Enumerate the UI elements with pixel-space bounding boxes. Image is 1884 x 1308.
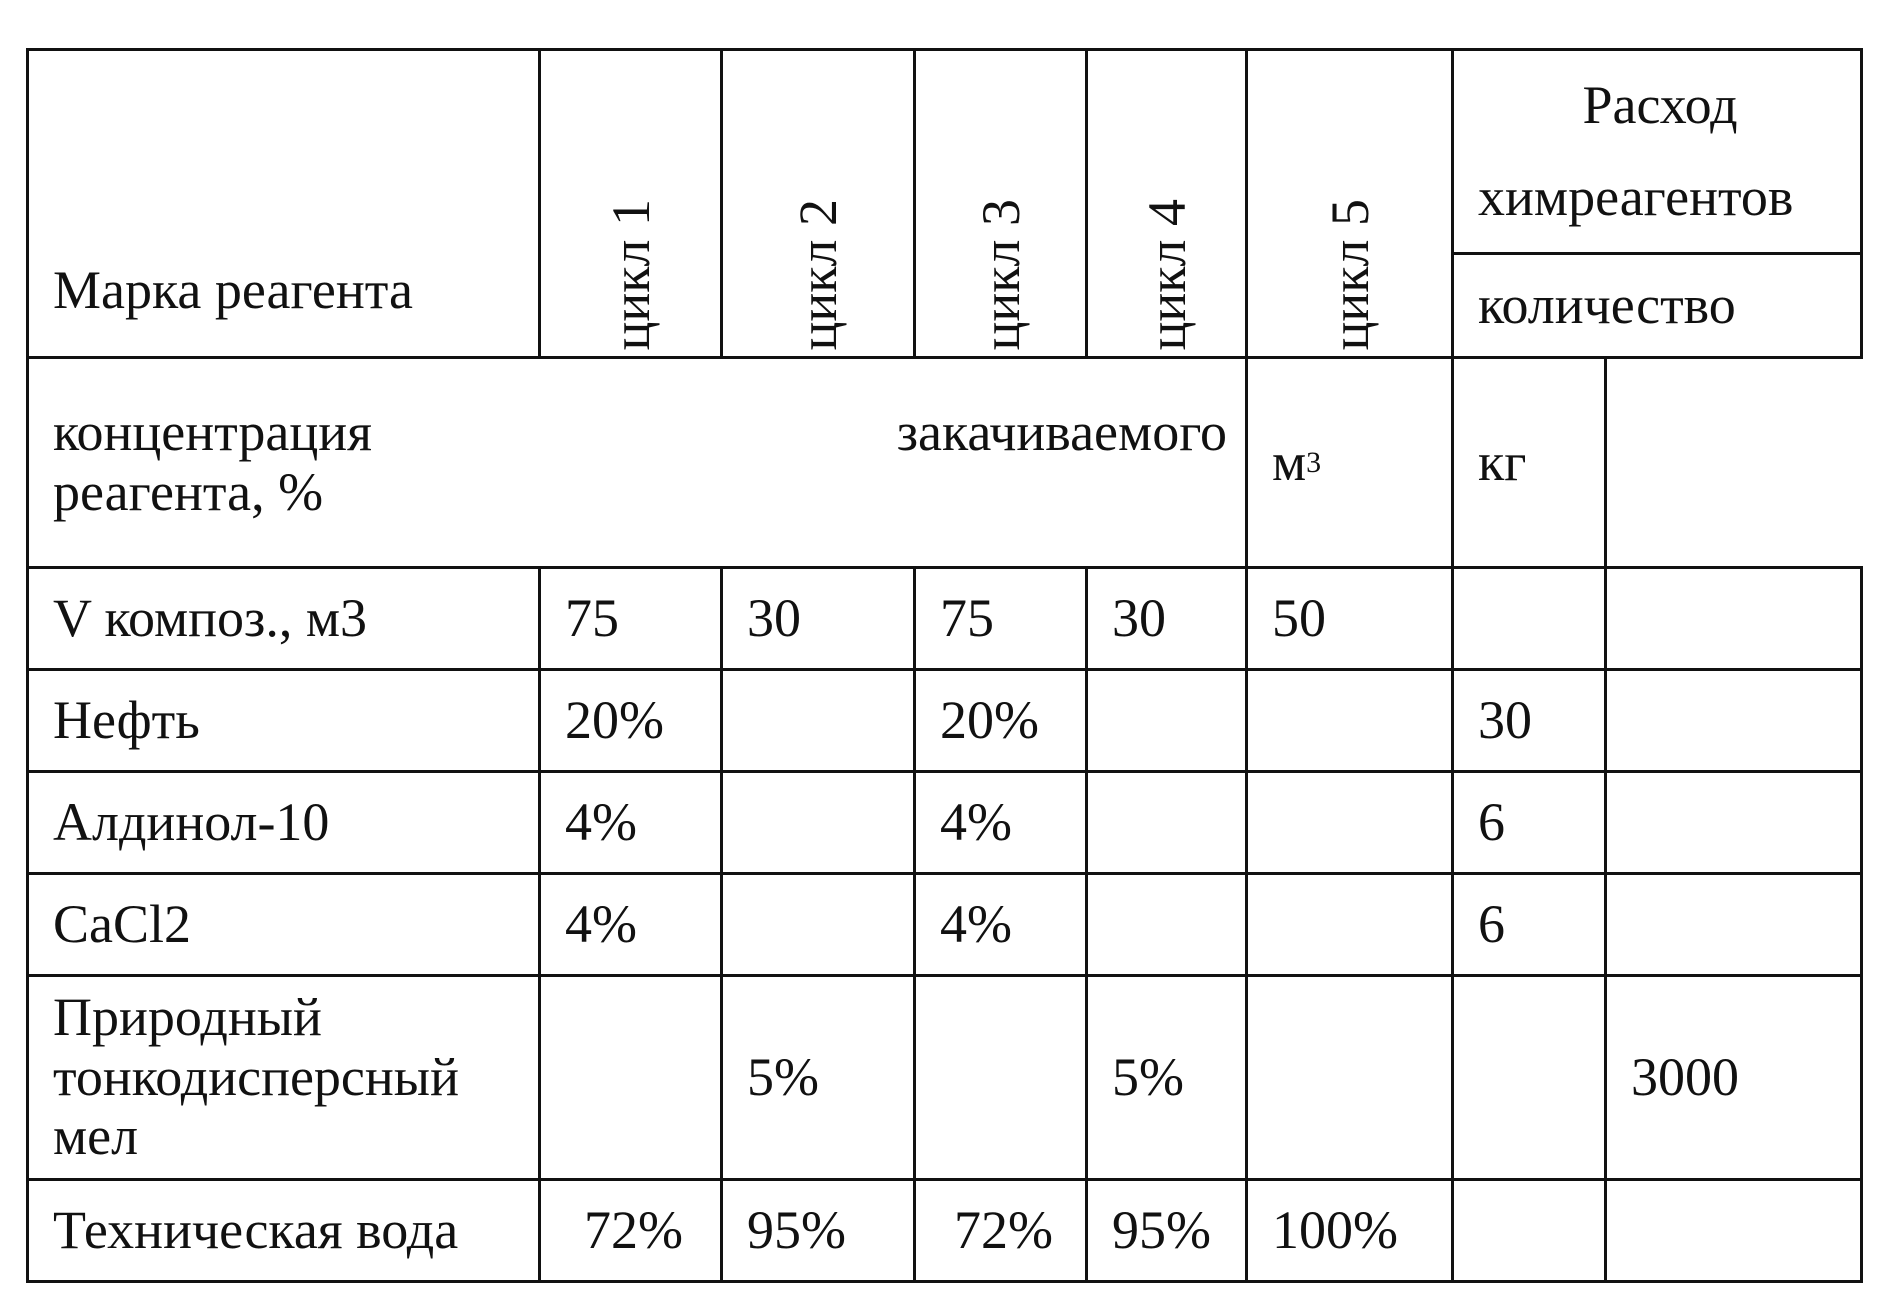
consumption-header xyxy=(1453,50,1862,254)
cycle-4-value: 5% xyxy=(1087,976,1247,1180)
kg-value: 3000 xyxy=(1606,976,1862,1180)
cycle-2-value: 95% xyxy=(722,1180,915,1282)
kg-value xyxy=(1606,874,1862,976)
m3-value: 30 xyxy=(1453,670,1606,772)
cycle-3-value: 72% xyxy=(915,1180,1087,1282)
cycle-4-value: 30 xyxy=(1087,568,1247,670)
cycle-1-value: 4% xyxy=(540,772,722,874)
table-row xyxy=(28,976,1862,1180)
cycle-2-value: 30 xyxy=(722,568,915,670)
consumption-title-line1: Расход xyxy=(1582,74,1738,135)
cycle-5-value xyxy=(1247,772,1453,874)
table-row xyxy=(28,568,1862,670)
cycle-1-value: 4% xyxy=(540,874,722,976)
injected-word: закачиваемого xyxy=(896,402,1227,463)
row-name: Техническая вода xyxy=(28,1180,540,1282)
row-name: CaCl2 xyxy=(28,874,540,976)
m3-value xyxy=(1453,976,1606,1180)
m3-value: 6 xyxy=(1453,874,1606,976)
header-row-1 xyxy=(28,50,1862,254)
table-row xyxy=(28,1180,1862,1282)
cycle-5-value: 50 xyxy=(1247,568,1453,670)
m3-value xyxy=(1453,568,1606,670)
concentration-word: концентрация xyxy=(53,402,373,463)
cycle-1-header xyxy=(540,50,722,358)
m3-value xyxy=(1453,1180,1606,1282)
quantity-header xyxy=(1453,254,1862,358)
quantity-label: количество xyxy=(1478,274,1736,335)
cycle-4-header xyxy=(1087,50,1247,358)
cycle-2-label: цикл 2 xyxy=(788,198,848,350)
row-name-line-2: тонкодисперсный xyxy=(53,1046,459,1107)
reagent-brand-header xyxy=(28,50,540,358)
cycle-5-value xyxy=(1247,976,1453,1180)
kg-value xyxy=(1606,670,1862,772)
cycle-2-value xyxy=(722,670,915,772)
cycle-3-value: 4% xyxy=(915,772,1087,874)
cycle-5-value xyxy=(1247,670,1453,772)
cycle-3-label: цикл 3 xyxy=(970,198,1031,350)
table-row xyxy=(28,874,1862,976)
cycle-3-value: 75 xyxy=(915,568,1087,670)
reagent-table xyxy=(26,48,1863,1283)
cycle-2-value: 5% xyxy=(722,976,915,1180)
unit-m3-header xyxy=(1247,358,1453,568)
cycle-3-value xyxy=(915,976,1087,1180)
header-row-3 xyxy=(28,358,1862,568)
cycle-1-label: цикл 1 xyxy=(600,198,661,350)
cycle-5-value: 100% xyxy=(1247,1180,1453,1282)
cycle-5-header xyxy=(1247,50,1453,358)
concentration-line-1 xyxy=(53,403,1227,462)
row-name: Нефть xyxy=(28,670,540,772)
unit-m-superscript: 3 xyxy=(1306,445,1322,479)
cycle-2-value xyxy=(722,874,915,976)
cycle-2-header xyxy=(722,50,915,358)
cycle-5-value xyxy=(1247,874,1453,976)
cycle-1-value: 75 xyxy=(540,568,722,670)
row-name-line-1: Природный xyxy=(53,987,322,1048)
cycle-4-value: 95% xyxy=(1087,1180,1247,1282)
row-name xyxy=(28,976,540,1180)
concentration-header xyxy=(28,358,1247,568)
consumption-title-line2: химреагентов xyxy=(1478,166,1794,227)
cycle-4-value xyxy=(1087,772,1247,874)
kg-value xyxy=(1606,568,1862,670)
table-row xyxy=(28,772,1862,874)
cycle-1-value: 72% xyxy=(540,1180,722,1282)
table-row xyxy=(28,670,1862,772)
cycle-3-value: 20% xyxy=(915,670,1087,772)
row-name: Алдинол-10 xyxy=(28,772,540,874)
cycle-4-value xyxy=(1087,670,1247,772)
cycle-3-value: 4% xyxy=(915,874,1087,976)
unit-m: м xyxy=(1272,431,1307,492)
row-name: V композ., м3 xyxy=(28,568,540,670)
cycle-4-value xyxy=(1087,874,1247,976)
kg-value xyxy=(1606,1180,1862,1282)
reagent-brand-label: Марка реагента xyxy=(53,260,413,320)
cycle-4-label: цикл 4 xyxy=(1136,198,1197,350)
cycle-1-value: 20% xyxy=(540,670,722,772)
unit-kg-header xyxy=(1453,358,1606,568)
cycle-3-header xyxy=(915,50,1087,358)
cycle-5-label: цикл 5 xyxy=(1319,198,1380,350)
concentration-line-2: реагента, % xyxy=(53,461,324,522)
cycle-1-value xyxy=(540,976,722,1180)
cycle-2-value xyxy=(722,772,915,874)
m3-value: 6 xyxy=(1453,772,1606,874)
row-name-line-3: мел xyxy=(53,1106,139,1167)
unit-kg: кг xyxy=(1478,431,1527,492)
kg-value xyxy=(1606,772,1862,874)
